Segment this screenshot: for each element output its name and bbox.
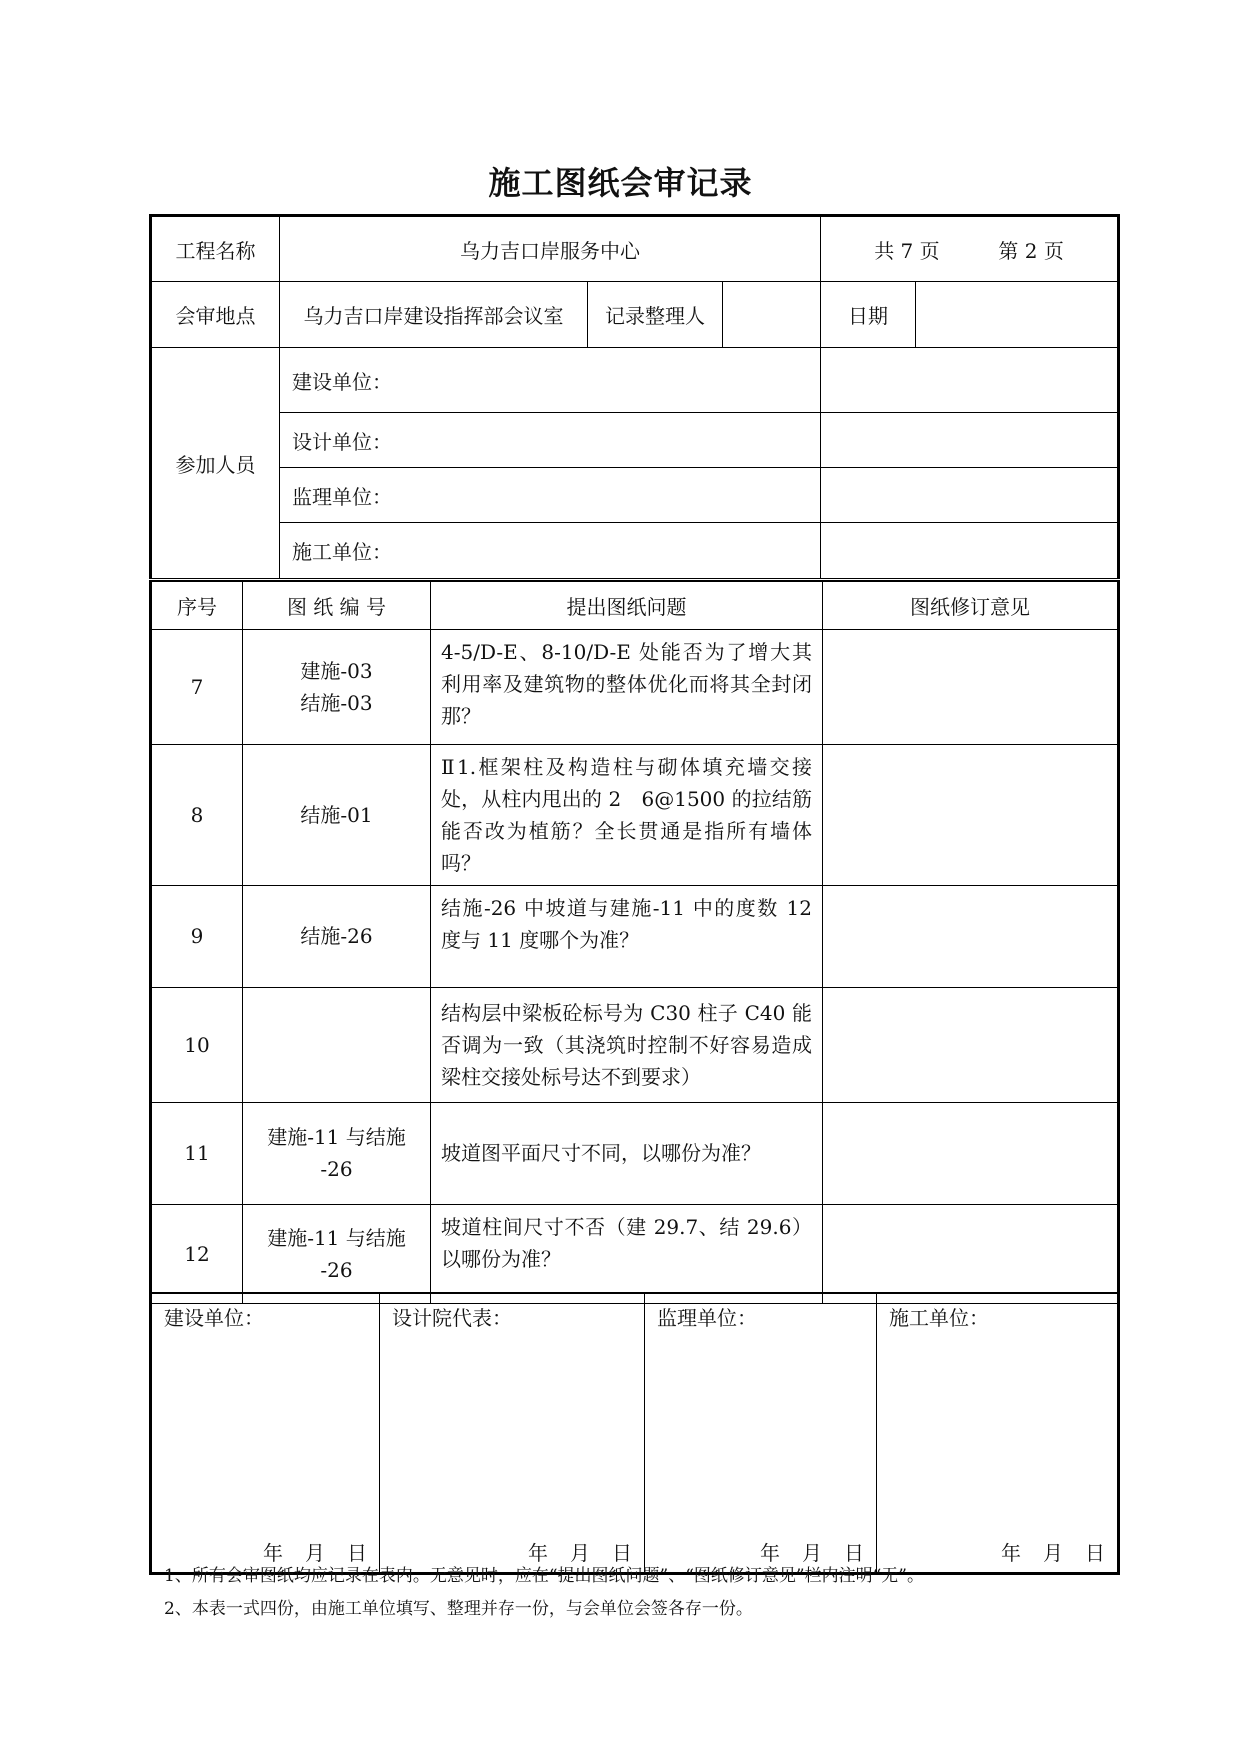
participants-label: 参加人员 — [151, 348, 280, 579]
project-name-label: 工程名称 — [151, 216, 280, 282]
items-table — [149, 580, 1120, 1304]
item-opinion — [823, 629, 1119, 744]
table-row — [151, 629, 1119, 744]
item-drawing: 结施-01 — [243, 744, 431, 885]
item-opinion — [823, 885, 1119, 987]
signature-date: 年 月 日 — [528, 1541, 632, 1565]
item-drawing: 建施-11 与结施 -26 — [243, 1102, 431, 1204]
signature-date: 年 月 日 — [1001, 1541, 1105, 1565]
header-table — [149, 214, 1120, 579]
item-drawing: 建施-03 结施-03 — [243, 629, 431, 744]
table-row — [151, 987, 1119, 1102]
participant-row-contractor-value — [821, 523, 1119, 579]
column-header-drawing: 图 纸 编 号 — [243, 581, 431, 629]
item-question: Ⅱ1.框架柱及构造柱与砌体填充墙交接处，从柱内甩出的 2 6@1500 的拉结筋能否改为植筋？全长贯通是指所有墙体吗？ — [431, 744, 823, 885]
item-no: 11 — [151, 1102, 243, 1204]
item-drawing: 建施-11 与结施 -26 — [243, 1204, 431, 1303]
signature-label-construction: 建设单位： — [164, 1306, 264, 1330]
footnote-1: 1、所有会审图纸均应记录在表内。无意见时，应在“提出图纸问题”、“图纸修订意见”栏内注明“无”。 — [164, 1566, 924, 1586]
participant-row-design: 设计单位： — [280, 413, 821, 468]
page-count — [821, 216, 1119, 282]
item-opinion — [823, 1204, 1119, 1303]
table-row — [151, 1204, 1119, 1303]
signature-cell-contractor — [877, 1293, 1119, 1574]
recorder-value — [723, 282, 821, 348]
item-drawing — [243, 987, 431, 1102]
project-name-value: 乌力吉口岸服务中心 — [280, 216, 821, 282]
table-row — [151, 885, 1119, 987]
item-opinion — [823, 987, 1119, 1102]
signature-cell-supervision — [645, 1293, 877, 1574]
item-question: 结施-26 中坡道与建施-11 中的度数 12 度与 11 度哪个为准？ — [431, 885, 823, 987]
item-question: 坡道柱间尺寸不否（建 29.7、结 29.6）以哪份为准？ — [431, 1204, 823, 1303]
date-label: 日期 — [821, 282, 916, 348]
signature-label-design: 设计院代表： — [392, 1306, 512, 1330]
item-opinion — [823, 744, 1119, 885]
item-no: 8 — [151, 744, 243, 885]
item-no: 9 — [151, 885, 243, 987]
item-no: 7 — [151, 629, 243, 744]
participant-row-design-value — [821, 413, 1119, 468]
participant-row-construction: 建设单位： — [280, 348, 821, 413]
footnotes — [164, 1560, 924, 1626]
pages-total: 共 7 页 — [874, 238, 940, 263]
column-header-question: 提出图纸问题 — [431, 581, 823, 629]
item-no: 10 — [151, 987, 243, 1102]
column-header-opinion: 图纸修订意见 — [823, 581, 1119, 629]
participant-row-supervision-value — [821, 468, 1119, 523]
participant-row-supervision: 监理单位： — [280, 468, 821, 523]
signature-date: 年 月 日 — [263, 1541, 367, 1565]
signature-label-contractor: 施工单位： — [889, 1306, 989, 1330]
recorder-label: 记录整理人 — [588, 282, 723, 348]
item-question: 坡道图平面尺寸不同，以哪份为准？ — [431, 1102, 823, 1204]
signature-label-supervision: 监理单位： — [657, 1306, 757, 1330]
table-row — [151, 744, 1119, 885]
item-drawing: 结施-26 — [243, 885, 431, 987]
item-no: 12 — [151, 1204, 243, 1303]
signature-table — [149, 1292, 1120, 1575]
date-value — [916, 282, 1119, 348]
signature-cell-design — [380, 1293, 645, 1574]
table-row — [151, 1102, 1119, 1204]
signature-date: 年 月 日 — [760, 1541, 864, 1565]
item-question: 结构层中梁板砼标号为 C30 柱子 C40 能否调为一致（其浇筑时控制不好容易造成梁柱交接处标号达不到要求） — [431, 987, 823, 1102]
page-current: 第 2 页 — [998, 238, 1064, 263]
location-label: 会审地点 — [151, 282, 280, 348]
item-question: 4-5/D-E、8-10/D-E 处能否为了增大其利用率及建筑物的整体优化而将其全封闭那？ — [431, 629, 823, 744]
footnote-2: 2、本表一式四份，由施工单位填写、整理并存一份，与会单位会签各存一份。 — [164, 1599, 753, 1619]
participant-row-construction-value — [821, 348, 1119, 413]
item-opinion — [823, 1102, 1119, 1204]
participant-row-contractor: 施工单位： — [280, 523, 821, 579]
column-header-no: 序号 — [151, 581, 243, 629]
location-value: 乌力吉口岸建设指挥部会议室 — [280, 282, 588, 348]
page-title: 施工图纸会审记录 — [488, 164, 753, 202]
signature-cell-construction — [151, 1293, 380, 1574]
